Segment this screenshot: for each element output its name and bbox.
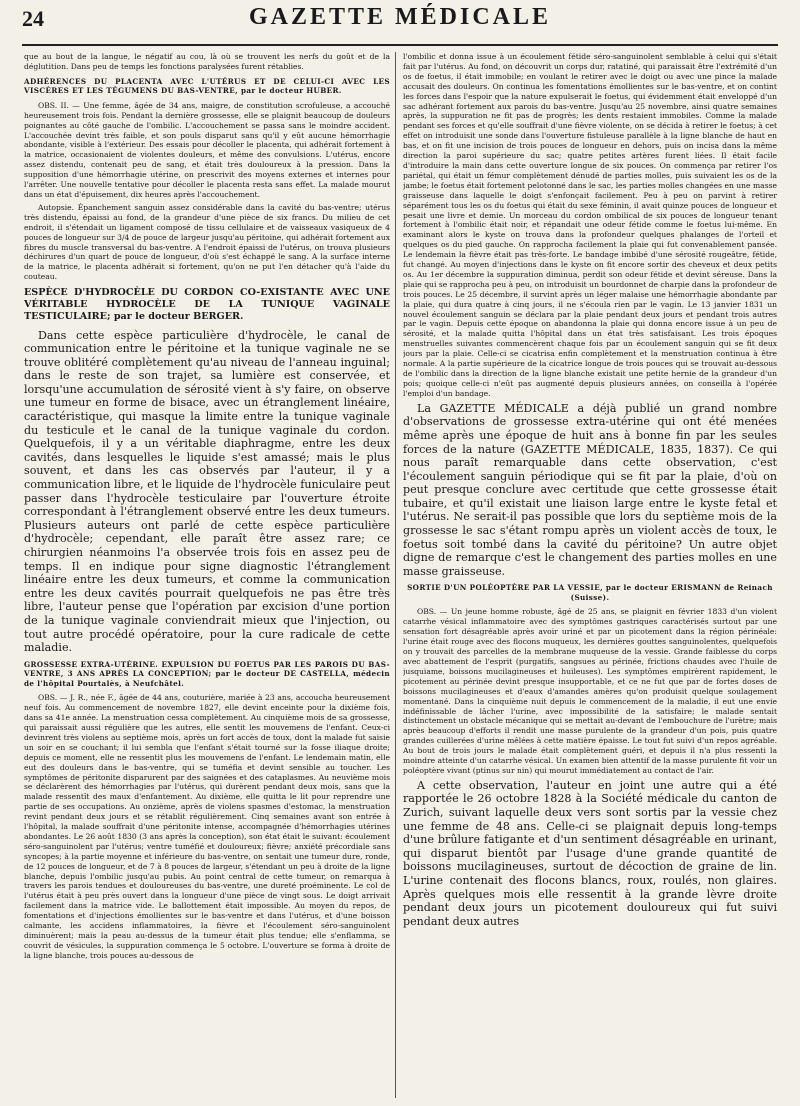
paragraph: Dans cette espèce particulière d'hydrocèle, le canal de communication entre le péritoine et la tunique vaginale ne se trouve oblitéré complètement qu'au niveau de l'anneau inguinal; dans le reste de son trajet, sa lumière est conservée, et lorsqu'une accumulation de sérosité vient à s'y faire, on observe une tumeur en forme de bisace, avec un étranglement linéaire, caractéristique, qui masque la limite entre la tunique vaginale du testicule et le canal de la tunique vaginale du cordon. Quelquefois, il y a un véritable diaphragme, entre les deux cavités, dans lesquelles le liquide s'est amassé; mais le plus souvent, et dans les cas observés par l'auteur, il y a communication libre, et le liquide de l'hydrocèle funiculaire peut passer dans l'hydrocèle testiculaire par l'ouverture étroite correspondant à l'étranglement observé entre les deux tumeurs. Plusieurs auteurs ont parlé de cette espèce particulière d'hydrocèle; cependant, elle paraît être assez rare; ce chirurgien néanmoins l'a observée trois fois en assez peu de temps. Il en indique pour signe diagnostic l'étranglement linéaire entre les deux tumeurs, et comme la communication entre les deux cavités pourrait quelquefois ne pas être très libre, l'auteur pense que l'opération par excision d'une portion de la tunique vaginale conviendrait mieux que l'injection, ou tout autre procédé opératoire, pour la cure radicale de cette maladie. <box>24 328 390 655</box>
paragraph: A cette observation, l'auteur en joint une autre qui a été rapportée le 26 octobre 1828 à la Société médicale du canton de Zurich, suivant laquelle deux vers sont sortis par la vessie chez une femme de 48 ans. Celle-ci se plaignait depuis long-temps d'une brûlure fatigante et d'un sentiment désagréable en urinant, qui disparut bientôt par l'usage d'une grande quantité de boissons mucilagineuses, surtout de décoction de graine de lin. L'urine contenait des flocons blancs, roux, roulés, non glaires. Après quelques mois elle ressentit à la grande lèvre droite pendant deux jours un picotement douloureux qui fut suivi pendant deux autres <box>403 778 777 928</box>
paragraph: OBS. II. — Une femme, âgée de 34 ans, maigre, de constitution scrofuleuse, a accouché heureusement trois fois. Pendant la dernière grossesse, elle se plaignit beaucoup de douleurs poignantes au côté gauche de l'ombilic. L'accouchement se passa sans le moindre accident. L'accouchée devint très faible, et son pouls disparut sans qu'il y eût aucune hémorrhagie abondante, visible à l'extérieur. Des essais pour décoller le placenta, qui adhérait fortement à la matrice, occasionaient de violentes douleurs, et même des convulsions. L'utérus, encore assez distendu, contenait peu de sang, et était très douloureux à la pression. Dans la supposition d'une hémorrhagie utérine, on prescrivit des moyens externes et internes pour l'arrêter. Une nouvelle tentative pour décoller le placenta resta sans effet. La malade mourut dans un état d'épuisement, dix heures après l'accouchement. <box>24 100 390 199</box>
article-heading: ESPÈCE D'HYDROCÈLE DU CORDON CO-EXISTANTE AVEC UNE VÉRITABLE HYDROCÈLE DE LA TUNIQUE VAGINALE TESTICULAIRE; par le docteur BERGER. <box>24 287 390 322</box>
page-number: 24 <box>22 6 44 31</box>
paragraph: que au bout de la langue, le négatif au cou, là où se trouvent les nerfs du goût et de la déglutition. Dans peu de temps les fonctions paralysées furent rétablies. <box>24 52 390 71</box>
paragraph: l'ombilic et donna issue à un écoulement fétide séro-sanguinolent semblable à celui qui s'était fait par l'utérus. Au fond, on découvrit un corps dur, ratatiné, qui paraissait être l'extrémité d'un os de foetus, il était immobile; en voulant le retirer avec le doigt ou avec une pince la malade accusait des douleurs. On continua les fomentations émollientes sur le bas-ventre, et on contint les forces dans l'espoir que la nature expulserait le foetus, qui évidemment était enveloppé d'un sac adhérant fortement aux parois du bas-ventre. Jusqu'au 25 novembre, ainsi quatre semaines après, la suppuration ne fit pas de progrès; les dents restaient immobiles. Comme la malade pendant ses forces et qu'elle souffrait d'une fièvre violente, on se décida à retirer le foetus; à cet effet on introduisit une sonde dans l'ouverture fistuleuse parallèle à la ligne blanche de haut en bas, et on fit une incision de trois pouces de longueur en dehors, puis on incisa dans la même direction la paroi supérieure du sac; quatre petites artères furent liées. Il était facile d'introduire la main dans cette ouverture longue de six pouces. On commença par retirer l'os pariétal, qui était un fémur complètement dénudé de parties molles, puis suivaient les os de la jambe; le foetus était fortement pelotonné dans le sac, les parties molles changées en une masse graisseuse dans laquelle le doigt s'enfonçait facilement. Peu à peu on parvint à retirer séparément tous les os du foetus qui était du sexe féminin, il avait quinze pouces de longueur et pesait une livre et demie. Un morceau du cordon ombilical de six pouces de longueur tenant fortement à l'ombilic était noir, et répandait une odeur fétide comme le foetus lui-même. En examinant alors le kyste on trouva dans la profondeur quelques phalanges de l'orteil et quelques os du pied gauche. On rapprocha facilement la plaie qui fut convenablement pansée. Le lendemain la fièvre était pas très-forte. Le bandage imbibé d'une sérosité rougeâtre, fétide, fut changé. Au moyen d'injections dans le kyste on fit encore sortir des cheveux et deux petits os. Au 1er décembre la suppuration diminua, perdit son odeur fétide et devint séreuse. Dans la plaie qui se rapprocha peu à peu, on introduisit un bourdonnet de charpie dans la profondeur de trois pouces. Le 25 décembre, il survint après un léger malaise une hémorrhagie abondante par la plaie, qui dura quatre à cinq jours, il ne s'écoula rien par le vagin. Le 13 janvier 1831 un nouvel écoulement sanguin se déclara par la plaie pendant deux jours et pendant trois autres par le vagin. Depuis cette époque on abandonna la plaie qui donna encore issue à un peu de sérosité, et la malade quitta l'hôpital dans un état très satisfaisant. Les trois époques menstruelles suivantes commencèrent chaque fois par un écoulement sanguin qui se fit deux jours par la plaie. Celle-ci se cicatrisa enfin complètement et la menstruation continua à être normale. A la partie supérieure de la cicatrice longue de trois pouces qui se trouvait au-dessous de l'ombilic dans la direction de la ligne blanche existait une petite hernie de la grandeur d'un pois; quoique celle-ci n'eût pas augmenté depuis plusieurs années, on conseilla à l'opérée l'emploi d'un bandage. <box>403 52 777 398</box>
article-heading: ADHÉRENCES DU PLACENTA AVEC L'UTÉRUS ET DE CELUI-CI AVEC LES VISCÈRES ET LES TÉGUMENS DU BAS-VENTRE, par le docteur HUBER. <box>24 76 390 96</box>
page-header <box>22 4 778 44</box>
journal-title: GAZETTE MÉDICALE <box>248 4 552 30</box>
column-divider <box>395 52 396 1098</box>
paragraph: OBS. — Un jeune homme robuste, âgé de 25 ans, se plaignit en février 1833 d'un violent catarrhe vésical inflammatoire avec des symptômes gastriques caractérisés surtout par une sensation fort désagréable après avoir uriné et par un picotement dans la région périnéale: l'urine était rouge avec des flocons muqueux, les dernières gouttes sanguinolentes, quelquefois on y trouvait des parcelles de la membrane muqueuse de la vessie. Grande faiblesse du corps avec abattement de l'esprit (purgatifs, sangsues au périnée, frictions chaudes avec l'huile de jusquiame, boissons mucilagineuses et huileuses). Les symptômes empirèrent rapidement, le picotement au périnée devint presque insupportable, et ce ne fut que par de fortes doses de boissons mucilagineuses et d'eaux d'amandes amères qu'on produisit quelque soulagement momentané. Dans la cinquième nuit depuis le commencement de la maladie, il eut une envie indéfinissable de lâcher l'urine, avec impossibilité de la satisfaire; le malade sentait distinctement un obstacle mécanique qui se mettait au-devant de l'embouchure de l'urètre; mais après beaucoup d'efforts il rendit une masse purulente de la grandeur d'un pois, puis quatre grandes cuillerées d'urine mêlées à cette matière épaisse. Le tout fut suivi d'un repos agréable. Au bout de trois jours le malade était complètement guéri, et depuis il n'a plus ressenti la moindre atteinte d'un catarrhe vésical. Un examen bien attentif de la masse purulente fit voir un poléoptère vivant (ptinus sur nin) qui mourut immédiatement au contact de l'air. <box>403 607 777 775</box>
paragraph: Autopsie. Épanchement sanguin assez considérable dans la cavité du bas-ventre; utérus très distendu, épaissi au fond, de la grandeur d'une pièce de six francs. Du milieu de cet endroit, il s'étendait un ligament composé de tissu cellulaire et de vaisseaux vasiqueux de 4 pouces de longueur sur 3/4 de pouce de largeur jusqu'au péritoine, qui adhérait fortement aux fibres du muscle transversal du bas-ventre. A l'endroit épaissi de l'utérus, on trouva plusieurs déchirures d'un quart de pouce de longueur, d'où s'est échappé le sang. A la surface interne de la matrice, le placenta adhérait si fortement, qu'on ne put l'en détacher qu'à l'aide du couteau. <box>24 202 390 282</box>
article-heading: GROSSESSE EXTRA-UTÉRINE. EXPULSION DU FOETUS PAR LES PAROIS DU BAS-VENTRE, 3 ANS APRÈS LA CONCEPTION; par le docteur DE CASTELLA, médecin de l'hôpital Pourtalès, à Neufchâtel. <box>24 659 390 688</box>
right-column <box>403 52 777 1102</box>
header-rule <box>22 44 778 46</box>
paragraph: La GAZETTE MÉDICALE a déjà publié un grand nombre d'observations de grossesse extra-utérine qui ont été menées même après une époque de huit ans à bonne fin par les seules forces de la nature (GAZETTE MÉDICALE, 1835, 1837). Ce qui nous paraît remarquable dans cette observation, c'est l'écoulement sanguin périodique qui se fit par la plaie, d'où on peut presque conclure avec certitude que cette grossesse était tubaire, et qu'il existait une liaison large entre le kyste fetal et l'utérus. Ne serait-il pas possible que lors du septième mois de la grossesse le sac s'étant rompu après un violent accès de toux, le foetus soit tombé dans la cavité du péritoine? Un autre objet digne de remarque c'est le changement des parties molles en une masse graisseuse. <box>403 401 777 578</box>
article-heading: SORTIE D'UN POLÉOPTÈRE PAR LA VESSIE, par le docteur ERISMANN de Reinach (Suisse). <box>407 583 773 602</box>
left-column <box>24 52 390 1102</box>
paragraph: OBS. — J. R., née F., âgée de 44 ans, couturière, mariée à 23 ans, accoucha heureusement neuf fois. Au commencement de novembre 1827, elle devint enceinte pour la dixième fois, dans sa 41e année. La menstruation cessa complètement. Au cinquième mois de sa grossesse, qui paraissait aussi régulière que les autres, elle sentit les mouvemens de l'enfant. Ceux-ci devinrent très violens au septième mois, après un fort accès de toux, dont la malade fut saisie un soir en se couchant; il lui sembla que l'enfant s'était tourné sur la fosse iliaque droite; depuis ce moment, elle ne ressentit plus les mouvemens de l'enfant. Le lendemain matin, elle eut des douleurs dans le bas-ventre, qui se tuméfia et devint sensible au toucher. Les symptômes de péritonite disparurent par des saignées et des cataplasmes. Au neuvième mois se déclarèrent des hémorrhagies par l'utérus, qui durèrent pendant deux mois, sans que la malade ressentît des maux d'enfantement. Au dixième, elle quitta le lit pour reprendre une partie de ses occupations. Au onzième, après de violens spasmes d'estomac, la menstruation revint pendant deux jours et se rétablit régulièrement. Cinq semaines avant son entrée à l'hôpital, la malade souffrait d'une péritonite intense, accompagnée d'hémorrhagies utérines abondantes. Le 26 août 1830 (3 ans après la conception), son état était le suivant: écoulement séro-sanguinolent par l'utérus; ventre tuméfié et douloureux; fièvre; anxiété précordiale sans syncopes; à la partie moyenne et inférieure du bas-ventre, on sentait une tumeur dure, ronde, de 12 pouces de longueur, et de 7 à 8 pouces de largeur, s'étendant un peu à droite de la ligne blanche, depuis l'ombilic jusqu'au pubis. Au point central de cette tumeur, on remarqua à travers les parois tendues et douloureuses du bas-ventre, une dureté proéminente. Le col de l'utérus était à peu près ouvert dans la longueur d'une pièce de vingt sous. Le doigt arrivait facilement dans la matrice vide. Le ballottement était impossible. Au moyen du repos, de fomentations et d'injections émollientes sur le bas-ventre et dans l'utérus, et d'une boisson calmante, les accidens inflammatoires, la fièvre et l'écoulement séro-sanguinolent diminuèrent; mais la peau au-dessus de la tumeur était plus tendue; elle s'enflamma, se couvrit de vésicules, la suppuration commença le 5 octobre. L'ouverture se forma à droite de la ligne blanche, trois pouces au-dessous de <box>24 693 390 960</box>
